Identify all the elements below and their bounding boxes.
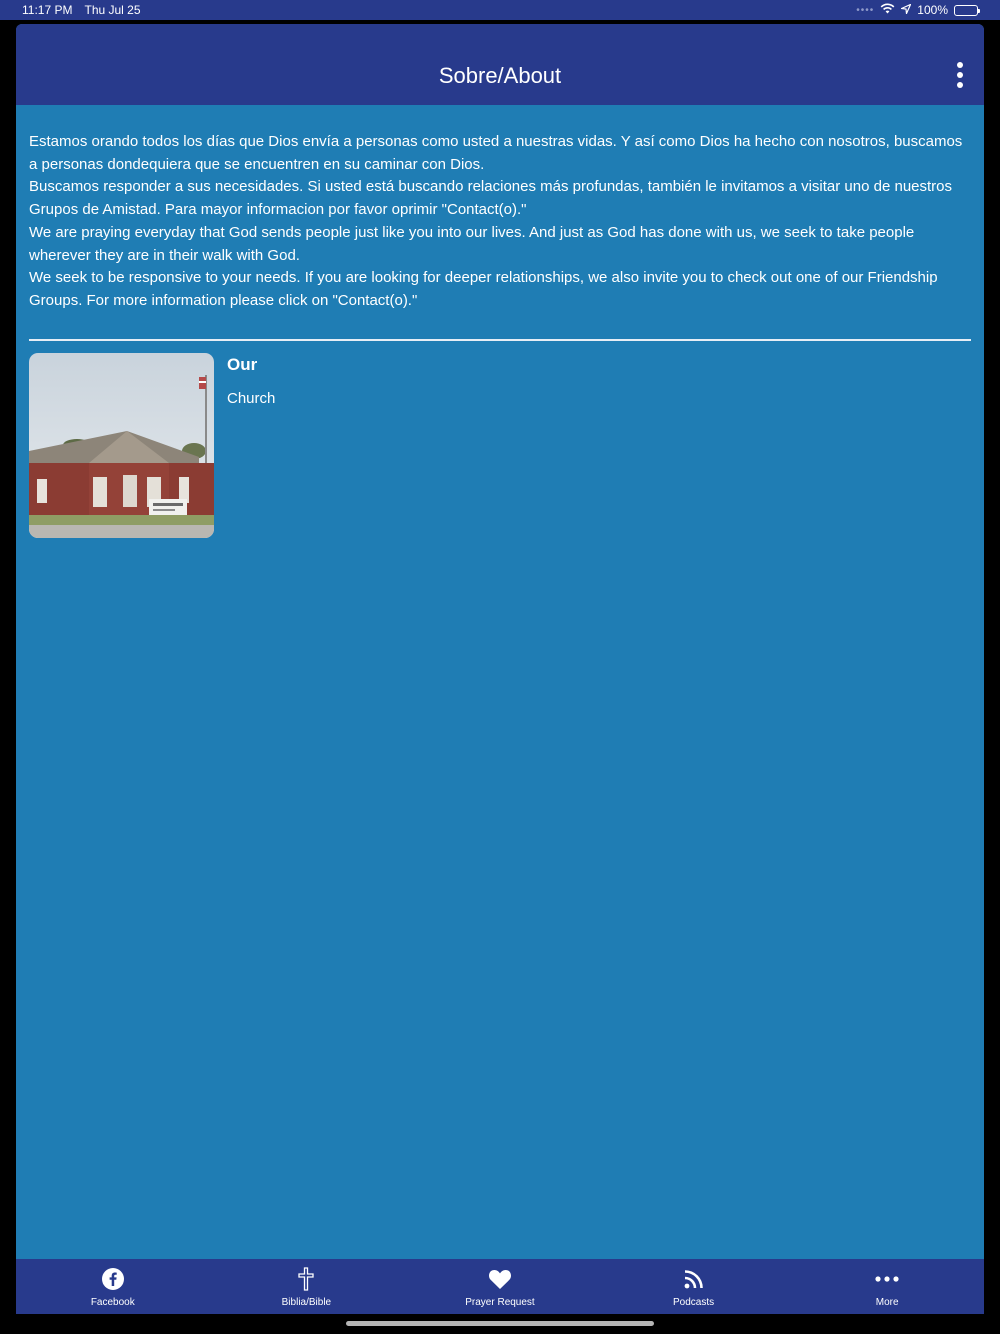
tab-label: Biblia/Bible: [281, 1297, 332, 1308]
rss-icon: [682, 1267, 706, 1291]
about-paragraph: We seek to be responsive to your needs. If you are looking for deeper relationships, we also invite you to check out one of our Friendship Groups. For more information please click on "Contact(o).": [29, 269, 938, 309]
cross-icon: [294, 1267, 318, 1291]
tab-label: More: [875, 1297, 899, 1308]
about-paragraph: Estamos orando todos los días que Dios envía a personas como usted a nuestras vidas. Y así como Dios ha hecho con nosotros, buscamos a personas dondequiera que se encuentren en su caminar con Dios.: [29, 133, 963, 173]
card-text: [227, 353, 275, 407]
about-content: [29, 131, 971, 538]
status-date: Thu Jul 25: [84, 3, 141, 17]
status-bar: [0, 0, 1000, 20]
tab-more[interactable]: [790, 1259, 984, 1314]
card-title: Our: [227, 354, 258, 374]
card-subtitle: Church: [227, 389, 276, 407]
more-dots-icon: [875, 1267, 899, 1291]
cellular-signal-icon: ••••: [856, 4, 875, 16]
tab-podcasts[interactable]: [597, 1259, 791, 1314]
heart-icon: [488, 1267, 512, 1291]
location-arrow-icon: [901, 3, 911, 17]
tab-facebook[interactable]: [16, 1259, 210, 1314]
facebook-icon: [101, 1267, 125, 1291]
wifi-icon: [880, 3, 895, 17]
about-text: [29, 131, 971, 313]
church-photo[interactable]: [29, 353, 214, 538]
battery-icon: [954, 5, 978, 16]
battery-percent: 100%: [917, 3, 948, 17]
home-indicator[interactable]: [346, 1321, 654, 1326]
app-frame: [16, 24, 984, 1314]
tab-bible[interactable]: [210, 1259, 404, 1314]
tab-label: Facebook: [90, 1297, 135, 1308]
about-paragraph: We are praying everyday that God sends people just like you into our lives. And just as God has done with us, we seek to take people wherever they are in their walk with God.: [29, 223, 915, 264]
tab-prayer-request[interactable]: [403, 1259, 597, 1314]
tab-label: Prayer Request: [465, 1297, 535, 1308]
more-options-icon[interactable]: [952, 62, 968, 88]
status-time: 11:17 PM: [22, 3, 73, 17]
page-title: Sobre/About: [438, 62, 562, 88]
church-card[interactable]: [29, 353, 971, 538]
tab-bar: [16, 1259, 984, 1314]
tab-label: Podcasts: [673, 1297, 715, 1308]
divider: [29, 339, 971, 341]
app-header: [16, 24, 984, 105]
about-paragraph: Buscamos responder a sus necesidades. Si usted está buscando relaciones más profundas, también le invitamos a visitar uno de nuestros Grupos de Amistad. Para mayor informacion por favor oprimir "Contact(o).": [29, 178, 953, 219]
